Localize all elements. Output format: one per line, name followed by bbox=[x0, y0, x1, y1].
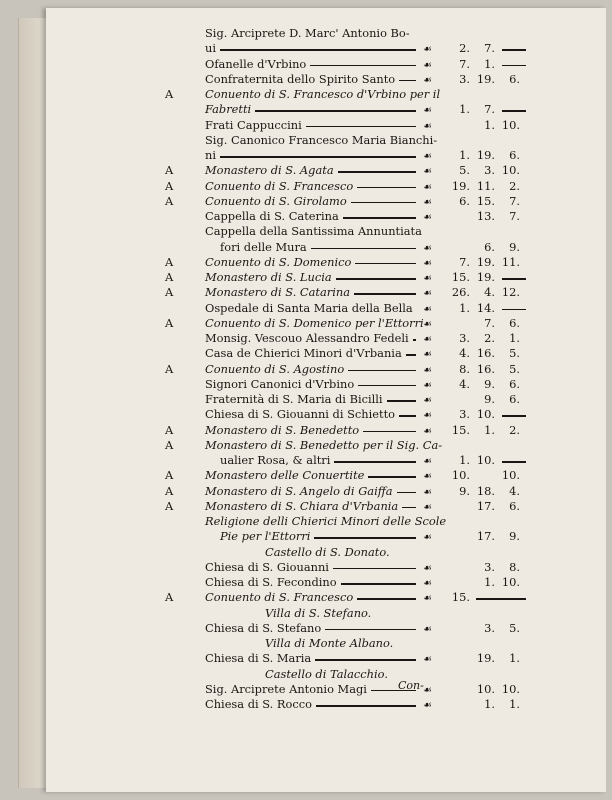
amount-value: 15. bbox=[451, 270, 470, 284]
pound-symbol-icon: ☙ bbox=[423, 196, 432, 208]
pound-symbol-icon: ☙ bbox=[423, 364, 432, 376]
entry-text: Fraternità di S. Maria di Bicilli bbox=[205, 392, 383, 406]
trailing-dash bbox=[502, 461, 526, 463]
ledger-line bbox=[46, 163, 606, 178]
entry-text: Casa de Chierici Minori d'Vrbania bbox=[205, 346, 402, 361]
ledger-line bbox=[46, 331, 606, 346]
ledger-line bbox=[46, 667, 606, 682]
ledger-line bbox=[46, 682, 606, 697]
pound-symbol-icon: ☙ bbox=[423, 532, 432, 544]
pound-symbol-icon: ☙ bbox=[423, 410, 432, 422]
leader-dash bbox=[343, 217, 416, 219]
pound-symbol-icon: ☙ bbox=[423, 166, 432, 178]
amount-value: 7. bbox=[459, 56, 470, 71]
entry-text: Conuento di S. Agostino bbox=[205, 361, 345, 376]
leader-dash bbox=[402, 507, 416, 509]
ledger-line bbox=[46, 301, 606, 316]
entry-text: Ospedale di Santa Maria della Bella bbox=[205, 300, 413, 315]
pound-symbol-icon: ☙ bbox=[423, 593, 432, 605]
ledger-line bbox=[46, 209, 606, 224]
leader-dash bbox=[315, 659, 416, 661]
amount-value: 13. bbox=[476, 209, 495, 223]
amount-value: 17. bbox=[476, 529, 495, 544]
amount-value: 10. bbox=[476, 407, 495, 422]
amount-value: 6. bbox=[509, 392, 520, 406]
pound-symbol-icon: ☙ bbox=[423, 44, 432, 56]
leader-dash bbox=[311, 248, 416, 250]
ledger-line bbox=[46, 377, 606, 392]
trailing-dash bbox=[502, 49, 526, 51]
amount-value: 7. bbox=[484, 315, 495, 330]
amount-value: 4. bbox=[484, 285, 495, 300]
entry-text: Castello di S. Donato. bbox=[265, 544, 390, 559]
entry-text: Conuento di S. Girolamo bbox=[205, 193, 347, 208]
leader-dash bbox=[399, 415, 416, 417]
amount-value: 6. bbox=[509, 148, 520, 162]
amount-value: 18. bbox=[476, 483, 495, 498]
margin-mark: A bbox=[165, 590, 174, 605]
amount-value: 1. bbox=[484, 422, 495, 437]
amount-value: 9. bbox=[484, 392, 495, 406]
entry-text: Frati Cappuccini bbox=[205, 117, 302, 132]
amount-value: 5. bbox=[509, 346, 520, 361]
leader-dash bbox=[338, 171, 416, 173]
leader-dash bbox=[406, 354, 416, 356]
ledger-line bbox=[46, 316, 606, 331]
pound-symbol-icon: ☙ bbox=[423, 425, 432, 437]
entry-text: Conuento di S. Domenico per l'Ettorri bbox=[205, 315, 424, 330]
pound-symbol-icon: ☙ bbox=[423, 212, 432, 223]
amount-value: 7. bbox=[484, 41, 495, 56]
amount-value: 7. bbox=[459, 254, 470, 269]
entry-text: Monastero di S. Lucia bbox=[205, 270, 332, 284]
leader-dash bbox=[325, 629, 416, 631]
leader-dash bbox=[310, 65, 416, 67]
amount-value: 11. bbox=[501, 254, 520, 269]
amount-value: 7. bbox=[509, 193, 520, 208]
entry-text: Chiesa di S. Stefano bbox=[205, 620, 322, 635]
leader-dash bbox=[255, 110, 416, 112]
amount-value: 1. bbox=[459, 102, 470, 117]
ledger-line bbox=[46, 285, 606, 300]
amount-value: 3. bbox=[459, 71, 470, 86]
amount-value: 6. bbox=[484, 239, 495, 254]
leader-dash bbox=[397, 492, 416, 494]
leader-dash bbox=[355, 263, 416, 265]
margin-mark: A bbox=[165, 483, 174, 498]
amount-value: 5. bbox=[509, 361, 520, 376]
ledger-line bbox=[46, 194, 606, 209]
amount-value: 3. bbox=[459, 331, 470, 345]
pound-symbol-icon: ☙ bbox=[423, 120, 432, 132]
trailing-dash bbox=[476, 598, 526, 600]
entry-text: Sig. Arciprete D. Marc' Antonio Bo- bbox=[205, 26, 410, 40]
margin-mark: A bbox=[165, 285, 174, 300]
ledger-line bbox=[46, 102, 606, 117]
amount-value: 3. bbox=[484, 163, 495, 178]
amount-value: 2. bbox=[484, 331, 495, 345]
pound-symbol-icon: ☙ bbox=[423, 700, 432, 711]
amount-value: 3. bbox=[484, 559, 495, 574]
ledger-line bbox=[46, 697, 606, 712]
amount-value: 17. bbox=[476, 498, 495, 513]
amount-value: 4. bbox=[509, 483, 520, 498]
pound-symbol-icon: ☙ bbox=[423, 501, 432, 513]
entry-text: Monastero di S. Benedetto bbox=[205, 422, 360, 437]
ledger-line bbox=[46, 621, 606, 636]
amount-value: 10. bbox=[501, 468, 520, 483]
leader-dash bbox=[357, 187, 416, 189]
amount-value: 9. bbox=[484, 376, 495, 391]
amount-value: 19. bbox=[476, 148, 495, 162]
amount-value: 19. bbox=[476, 254, 495, 269]
ledger-line bbox=[46, 26, 606, 41]
amount-value: 26. bbox=[451, 285, 470, 300]
amount-value: 1. bbox=[509, 331, 520, 345]
leader-dash bbox=[387, 400, 416, 402]
ledger-line bbox=[46, 529, 606, 544]
pound-symbol-icon: ☙ bbox=[423, 578, 432, 589]
margin-mark: A bbox=[165, 178, 174, 193]
pound-symbol-icon: ☙ bbox=[423, 303, 432, 315]
margin-mark: A bbox=[165, 361, 174, 376]
ledger-line bbox=[46, 148, 606, 163]
ledger-line bbox=[46, 179, 606, 194]
pound-symbol-icon: ☙ bbox=[423, 242, 432, 254]
pound-symbol-icon: ☙ bbox=[423, 151, 432, 162]
entry-text: Chiesa di S. Giouanni di Schietto bbox=[205, 407, 396, 422]
amount-value: 4. bbox=[459, 376, 470, 391]
ledger-line bbox=[46, 118, 606, 133]
ledger-line bbox=[46, 514, 606, 529]
amount-value: 19. bbox=[451, 178, 470, 193]
leader-dash bbox=[316, 705, 416, 707]
pound-symbol-icon: ☙ bbox=[423, 318, 432, 330]
ledger-line bbox=[46, 590, 606, 605]
ledger-line bbox=[46, 453, 606, 468]
ledger-line bbox=[46, 87, 606, 102]
pound-symbol-icon: ☙ bbox=[423, 684, 432, 696]
entry-text: Conuento di S. Francesco bbox=[205, 590, 354, 605]
ledger-line bbox=[46, 560, 606, 575]
entry-text: Monastero di S. Catarina bbox=[205, 285, 351, 300]
pound-symbol-icon: ☙ bbox=[423, 181, 432, 193]
leader-dash bbox=[363, 431, 416, 433]
entry-text: Chiesa di S. Giouanni bbox=[205, 559, 329, 574]
leader-dash bbox=[368, 476, 416, 478]
ledger-line bbox=[46, 270, 606, 285]
amount-value: 3. bbox=[459, 407, 470, 422]
amount-value: 14. bbox=[476, 300, 495, 315]
trailing-dash bbox=[502, 65, 526, 67]
margin-mark: A bbox=[165, 468, 174, 483]
pound-symbol-icon: ☙ bbox=[423, 471, 432, 483]
leader-dash bbox=[314, 537, 416, 539]
leader-dash bbox=[358, 385, 416, 387]
ledger-line bbox=[46, 240, 606, 255]
amount-value: 4. bbox=[459, 346, 470, 361]
amount-value: 1. bbox=[459, 300, 470, 315]
entry-text: Ofanelle d'Vrbino bbox=[205, 56, 307, 71]
amount-value: 16. bbox=[476, 361, 495, 376]
entry-text: Chiesa di S. Fecondino bbox=[205, 575, 337, 589]
amount-value: 1. bbox=[459, 148, 470, 162]
catchword: Con- bbox=[398, 679, 424, 692]
pound-symbol-icon: ☙ bbox=[423, 654, 432, 666]
ledger-line bbox=[46, 499, 606, 514]
amount-value: 6. bbox=[509, 376, 520, 391]
leader-dash bbox=[220, 49, 416, 51]
entry-text: Pie per l'Ettorri bbox=[220, 529, 311, 544]
amount-value: 1. bbox=[484, 697, 495, 711]
entry-text: Conuento di S. Francesco d'Vrbino per il bbox=[205, 87, 441, 101]
amount-value: 2. bbox=[459, 41, 470, 56]
entry-text: Conuento di S. Domenico bbox=[205, 254, 352, 269]
ledger-line bbox=[46, 438, 606, 453]
amount-value: 19. bbox=[476, 270, 495, 284]
amount-value: 10. bbox=[501, 163, 520, 178]
entry-text: Fabretti bbox=[205, 102, 252, 117]
amount-value: 5. bbox=[509, 620, 520, 635]
amount-value: 15. bbox=[451, 590, 470, 605]
pound-symbol-icon: ☙ bbox=[423, 623, 432, 635]
leader-dash bbox=[336, 278, 416, 280]
amount-value: 1. bbox=[459, 453, 470, 467]
entry-text: Religione delli Chierici Minori delle Scole bbox=[205, 514, 447, 528]
amount-value: 10. bbox=[501, 681, 520, 696]
entry-text: Cappella della Santissima Annuntiata bbox=[205, 224, 422, 239]
amount-value: 10. bbox=[501, 117, 520, 132]
ledger-line bbox=[46, 133, 606, 148]
amount-value: 8. bbox=[509, 559, 520, 574]
amount-value: 11. bbox=[476, 178, 495, 193]
entry-text: Monastero di S. Benedetto per il Sig. Ca- bbox=[205, 437, 443, 452]
entry-text: Monastero di S. Chiara d'Vrbania bbox=[205, 498, 399, 513]
amount-value: 1. bbox=[509, 651, 520, 666]
leader-dash bbox=[348, 370, 416, 372]
amount-value: 19. bbox=[476, 651, 495, 666]
margin-mark: A bbox=[165, 87, 174, 101]
entry-text: Monastero delle Conuertite bbox=[205, 468, 365, 483]
amount-value: 1. bbox=[484, 56, 495, 71]
amount-value: 1. bbox=[484, 575, 495, 589]
margin-mark: A bbox=[165, 315, 174, 330]
amount-value: 7. bbox=[509, 209, 520, 223]
amount-value: 2. bbox=[509, 178, 520, 193]
ledger-line bbox=[46, 636, 606, 651]
pound-symbol-icon: ☙ bbox=[423, 334, 432, 345]
margin-mark: A bbox=[165, 498, 174, 513]
entry-text: Conuento di S. Francesco bbox=[205, 178, 354, 193]
ledger-line bbox=[46, 423, 606, 438]
entry-text: Sig. Arciprete Antonio Magi bbox=[205, 681, 367, 696]
ledger-line bbox=[46, 346, 606, 361]
leader-dash bbox=[399, 80, 416, 82]
trailing-dash bbox=[502, 309, 526, 311]
margin-mark: A bbox=[165, 254, 174, 269]
amount-value: 6. bbox=[509, 498, 520, 513]
book-page bbox=[46, 8, 606, 792]
ledger-line bbox=[46, 407, 606, 422]
pound-symbol-icon: ☙ bbox=[423, 257, 432, 269]
leader-dash bbox=[341, 583, 416, 585]
ledger-line bbox=[46, 72, 606, 87]
amount-value: 7. bbox=[484, 102, 495, 117]
pound-symbol-icon: ☙ bbox=[423, 486, 432, 498]
entry-text: ui bbox=[205, 41, 216, 56]
margin-mark: A bbox=[165, 422, 174, 437]
entry-text: Chiesa di S. Maria bbox=[205, 651, 312, 666]
entry-text: Monastero di S. Agata bbox=[205, 163, 334, 178]
entry-text: Monastero di S. Angelo di Gaiffa bbox=[205, 483, 393, 498]
ledger-line bbox=[46, 41, 606, 56]
leader-dash bbox=[306, 126, 416, 128]
ledger-line bbox=[46, 484, 606, 499]
entry-text: Monsig. Vescouo Alessandro Fedeli bbox=[205, 331, 409, 345]
amount-value: 10. bbox=[476, 453, 495, 467]
amount-value: 10. bbox=[451, 468, 470, 483]
pound-symbol-icon: ☙ bbox=[423, 74, 432, 86]
amount-value: 6. bbox=[509, 71, 520, 86]
amount-value: 15. bbox=[476, 193, 495, 208]
margin-mark: A bbox=[165, 437, 174, 452]
amount-value: 5. bbox=[459, 163, 470, 178]
leader-dash bbox=[220, 156, 416, 158]
amount-value: 16. bbox=[476, 346, 495, 361]
trailing-dash bbox=[502, 110, 526, 112]
pound-symbol-icon: ☙ bbox=[423, 379, 432, 391]
entry-text: ni bbox=[205, 148, 216, 162]
pound-symbol-icon: ☙ bbox=[423, 105, 432, 117]
entry-text: Castello di Talacchio. bbox=[265, 666, 388, 681]
trailing-dash bbox=[502, 278, 526, 280]
amount-value: 6. bbox=[509, 315, 520, 330]
amount-value: 9. bbox=[509, 239, 520, 254]
ledger-line bbox=[46, 57, 606, 72]
leader-dash bbox=[413, 339, 416, 341]
ledger-line bbox=[46, 362, 606, 377]
entry-text: Chiesa di S. Rocco bbox=[205, 697, 312, 711]
entry-text: Villa di S. Stefano. bbox=[265, 605, 372, 620]
amount-value: 10. bbox=[476, 681, 495, 696]
ledger-line bbox=[46, 606, 606, 621]
amount-value: 6. bbox=[459, 193, 470, 208]
margin-mark: A bbox=[165, 270, 174, 284]
entry-text: Sig. Canonico Francesco Maria Bianchi- bbox=[205, 132, 438, 147]
entry-text: Confraternita dello Spirito Santo bbox=[205, 71, 396, 86]
leader-dash bbox=[351, 202, 416, 204]
entry-text: fori delle Mura bbox=[220, 239, 307, 254]
entry-text: Signori Canonici d'Vrbino bbox=[205, 376, 355, 391]
amount-value: 12. bbox=[501, 285, 520, 300]
amount-value: 15. bbox=[451, 422, 470, 437]
amount-value: 2. bbox=[509, 422, 520, 437]
amount-value: 8. bbox=[459, 361, 470, 376]
pound-symbol-icon: ☙ bbox=[423, 349, 432, 361]
leader-dash bbox=[354, 293, 416, 295]
amount-value: 3. bbox=[484, 620, 495, 635]
entry-text: Cappella di S. Caterina bbox=[205, 209, 339, 223]
trailing-dash bbox=[502, 415, 526, 417]
leader-dash bbox=[357, 598, 416, 600]
pound-symbol-icon: ☙ bbox=[423, 562, 432, 574]
amount-value: 1. bbox=[484, 117, 495, 132]
ledger-line bbox=[46, 392, 606, 407]
leader-dash bbox=[333, 568, 416, 570]
pound-symbol-icon: ☙ bbox=[423, 456, 432, 467]
ledger-line bbox=[46, 224, 606, 239]
ledger-line bbox=[46, 651, 606, 666]
entry-text: Villa di Monte Albano. bbox=[265, 636, 394, 650]
amount-value: 19. bbox=[476, 71, 495, 86]
amount-value: 9. bbox=[459, 483, 470, 498]
ledger-line bbox=[46, 545, 606, 560]
leader-dash bbox=[334, 461, 416, 463]
pound-symbol-icon: ☙ bbox=[423, 59, 432, 71]
ledger-line bbox=[46, 255, 606, 270]
entry-text: ualier Rosa, & altri bbox=[220, 453, 331, 467]
amount-value: 9. bbox=[509, 529, 520, 544]
amount-value: 1. bbox=[509, 697, 520, 711]
ledger-line bbox=[46, 575, 606, 590]
pound-symbol-icon: ☙ bbox=[423, 288, 432, 300]
margin-mark: A bbox=[165, 193, 174, 208]
ledger-line bbox=[46, 468, 606, 483]
pound-symbol-icon: ☙ bbox=[423, 273, 432, 284]
margin-mark: A bbox=[165, 163, 174, 178]
pound-symbol-icon: ☙ bbox=[423, 395, 432, 406]
amount-value: 10. bbox=[501, 575, 520, 589]
